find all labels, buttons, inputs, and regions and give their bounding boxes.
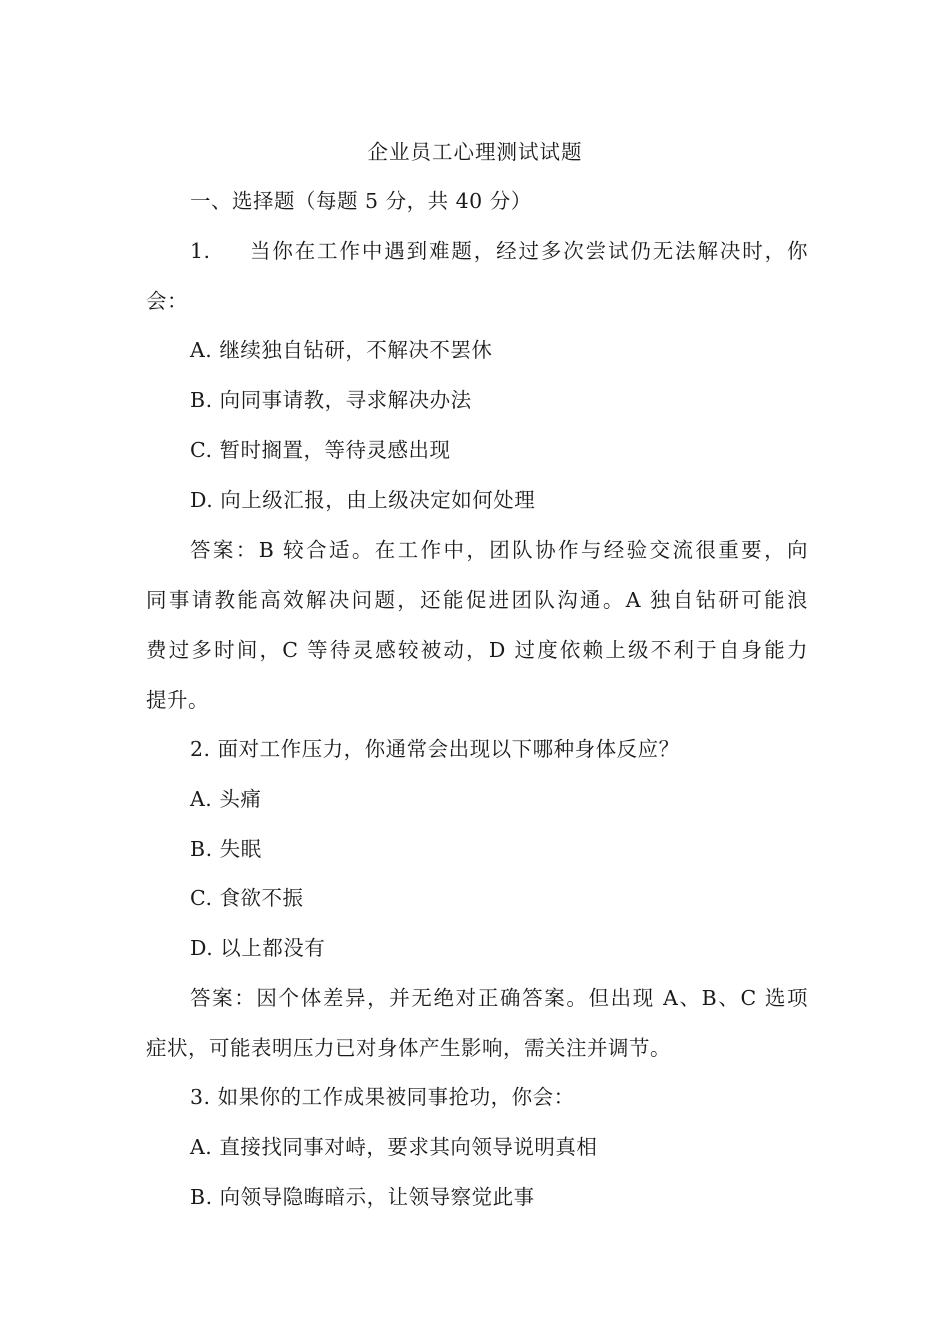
question-2-option-a: A. 头痛 (190, 787, 262, 811)
question-2-answer-line-1: 答案：因个体差异，并无绝对正确答案。但出现 A、B、C 选项 (190, 986, 808, 1010)
question-1-option-b: B. 向同事请教，寻求解决办法 (190, 388, 472, 412)
document-title: 企业员工心理测试试题 (367, 140, 583, 164)
question-1-option-a: A. 继续独自钻研，不解决不罢休 (190, 338, 493, 362)
question-1-answer-line-3: 费过多时间，C 等待灵感较被动，D 过度依赖上级不利于自身能力 (146, 638, 808, 662)
section-heading: 一、选择题（每题 5 分，共 40 分） (190, 189, 532, 213)
question-1-stem-line-2: 会： (146, 289, 188, 313)
question-3-option-b: B. 向领导隐晦暗示，让领导察觉此事 (190, 1185, 535, 1209)
question-1-stem-text: 当你在工作中遇到难题，经过多次尝试仍无法解决时，你 (248, 239, 808, 263)
question-1-stem-line-1 (190, 237, 808, 265)
question-1-answer-line-1: 答案：B 较合适。在工作中，团队协作与经验交流很重要，向 (190, 538, 808, 562)
question-2-option-b: B. 失眠 (190, 837, 262, 861)
question-1-number: 1. (190, 239, 211, 263)
question-1-answer-line-4: 提升。 (146, 688, 209, 712)
question-2-stem: 2. 面对工作压力，你通常会出现以下哪种身体反应？ (190, 737, 680, 761)
question-1-option-d: D. 向上级汇报，由上级决定如何处理 (190, 488, 536, 512)
question-1-answer-line-2: 同事请教能高效解决问题，还能促进团队沟通。A 独自钻研可能浪 (146, 588, 808, 612)
question-2-option-c: C. 食欲不振 (190, 886, 304, 910)
question-2-option-d: D. 以上都没有 (190, 936, 326, 960)
question-1-option-c: C. 暂时搁置，等待灵感出现 (190, 438, 451, 462)
question-2-answer-line-2: 症状，可能表明压力已对身体产生影响，需关注并调节。 (146, 1036, 671, 1060)
question-3-stem: 3. 如果你的工作成果被同事抢功，你会： (190, 1085, 575, 1109)
question-3-option-a: A. 直接找同事对峙，要求其向领导说明真相 (190, 1135, 598, 1159)
